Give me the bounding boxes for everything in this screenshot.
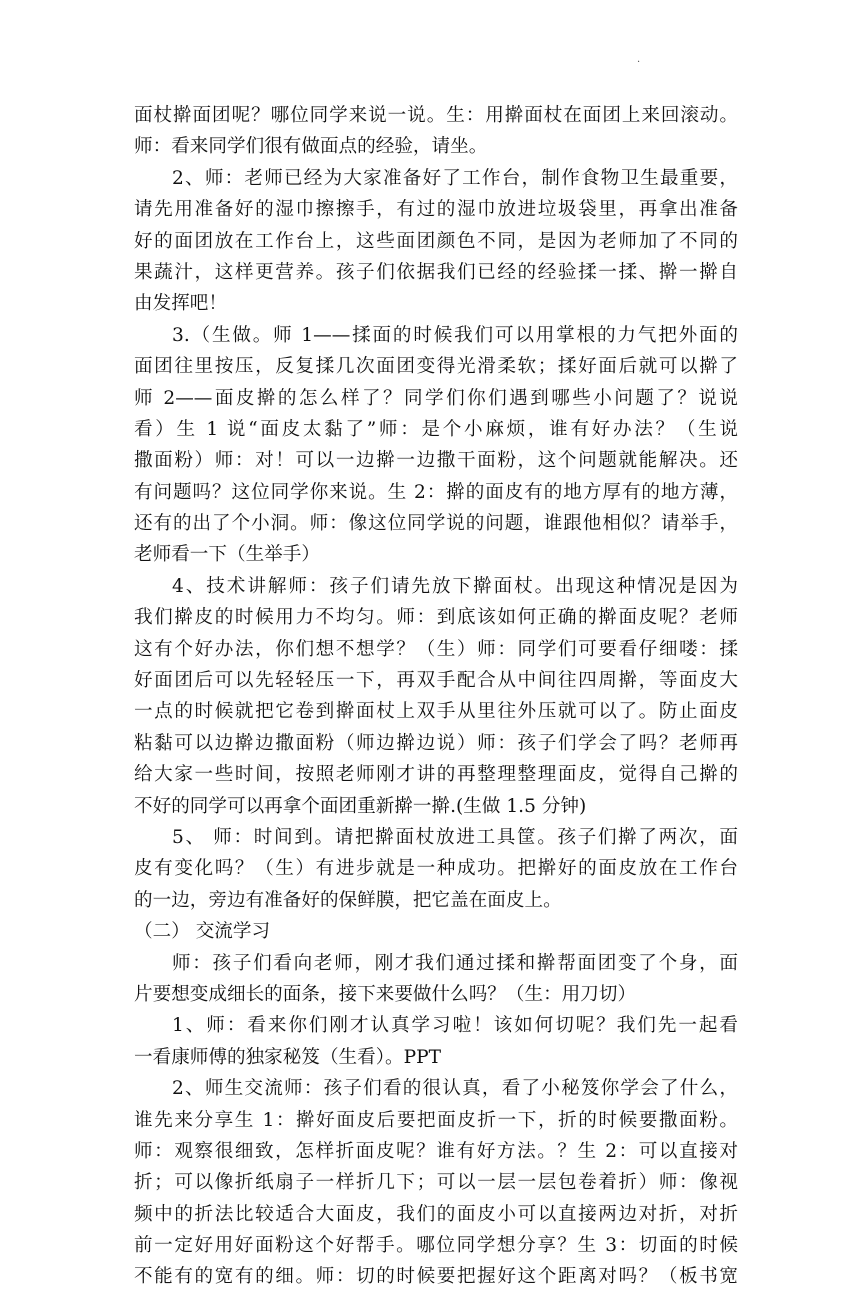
text-line: 一看康师傅的独家秘笈（生看）。PPT [134,1046,442,1068]
document-body [134,100,738,1293]
text-line: 撒面粉）师：对！可以一边擀一边撒干面粉，这个问题就能解决。还 [134,450,738,472]
text-line: 前一定好用好面粉这个好帮手。哪位同学想分享？生 3：切面的时候 [134,1235,738,1257]
text-line: 3.（生做。师 1——揉面的时候我们可以用掌根的力气把外面的 [172,324,738,346]
text-line: 这有个好办法，你们想不想学？（生）师：同学们可要看仔细喽：揉 [134,638,738,660]
text-line: 4、技术讲解师：孩子们请先放下擀面杖。出现这种情况是因为 [172,575,738,597]
text-line: 不好的同学可以再拿个面团重新擀一擀.(生做 1.5 分钟) [134,795,587,817]
text-line: 一点的时候就把它卷到擀面杖上双手从里往外压就可以了。防止面皮 [134,701,738,723]
text-line: 面杖擀面团呢？哪位同学来说一说。生：用擀面杖在面团上来回滚动。 [134,105,738,126]
text-line: 老师看一下（生举手） [134,544,320,566]
text-line: 师 2——面皮擀的怎么样了？同学们你们遇到哪些小问题了？说说 [134,387,738,409]
text-line: 折；可以像折纸扇子一样折几下；可以一层一层包卷着折）师：像视 [134,1172,738,1194]
text-line: 师：观察很细致，怎样折面皮呢？谁有好方法。？生 2：可以直接对 [134,1140,738,1162]
text-line: 请先用准备好的湿巾擦擦手，有过的湿巾放进垃圾袋里，再拿出准备 [134,199,738,221]
text-line: 果蔬汁，这样更营养。孩子们依据我们已经的经验揉一揉、擀一擀自 [134,261,738,283]
text-line: （二） 交流学习 [134,921,271,943]
text-line: 我们擀皮的时候用力不均匀。师：到底该如何正确的擀面皮呢？老师 [134,607,738,629]
text-line: 由发挥吧！ [134,293,227,315]
text-line: 5、 师：时间到。请把擀面杖放进工具筐。孩子们擀了两次，面 [172,826,738,848]
text-line: 2、师生交流师：孩子们看的很认真，看了小秘笈你学会了什么， [172,1078,738,1100]
text-line: 粘黏可以边擀边撒面粉（师边擀边说）师：孩子们学会了吗？老师再 [134,732,738,754]
text-line: 有问题吗？这位同学你来说。生 2：擀的面皮有的地方厚有的地方薄， [134,481,738,503]
text-line: 2、师：老师已经为大家准备好了工作台，制作食物卫生最重要， [172,167,738,189]
text-line: 频中的折法比较适合大面皮，我们的面皮小可以直接两边对折，对折 [134,1203,738,1225]
page-corner-mark: · [637,57,641,68]
text-line: 师：看来同学们很有做面点的经验，请坐。 [134,136,488,158]
text-line: 谁先来分享生 1：擀好面皮后要把面皮折一下，折的时候要撒面粉。 [134,1109,738,1131]
text-line: 好的面团放在工作台上，这些面团颜色不同，是因为老师加了不同的 [134,230,738,252]
text-line: 1、师：看来你们刚才认真学习啦！该如何切呢？我们先一起看 [172,1015,738,1037]
text-line: 面团往里按压，反复揉几次面团变得光滑柔软；揉好面后就可以擀了 [134,356,738,378]
text-line: 不能有的宽有的细。师：切的时候要把握好这个距离对吗？（板书宽 [134,1266,738,1288]
text-line: 好面团后可以先轻轻压一下，再双手配合从中间往四周擀，等面皮大 [134,670,738,692]
text-line: 还有的出了个小洞。师：像这位同学说的问题，谁跟他相似？请举手， [134,513,738,535]
text-line: 片要想变成细长的面条，接下来要做什么吗？（生：用刀切） [134,983,637,1005]
text-line: 皮有变化吗？（生）有进步就是一种成功。把擀好的面皮放在工作台 [134,858,738,880]
text-line: 看）生 1 说“面皮太黏了”师：是个小麻烦，谁有好办法？（生说 [134,418,738,440]
text-line: 的一边，旁边有准备好的保鲜膜，把它盖在面皮上。 [134,889,562,911]
text-line: 给大家一些时间，按照老师刚才讲的再整理整理面皮，觉得自己擀的 [134,764,738,786]
text-line: 师：孩子们看向老师，刚才我们通过揉和擀帮面团变了个身，面 [172,952,738,974]
